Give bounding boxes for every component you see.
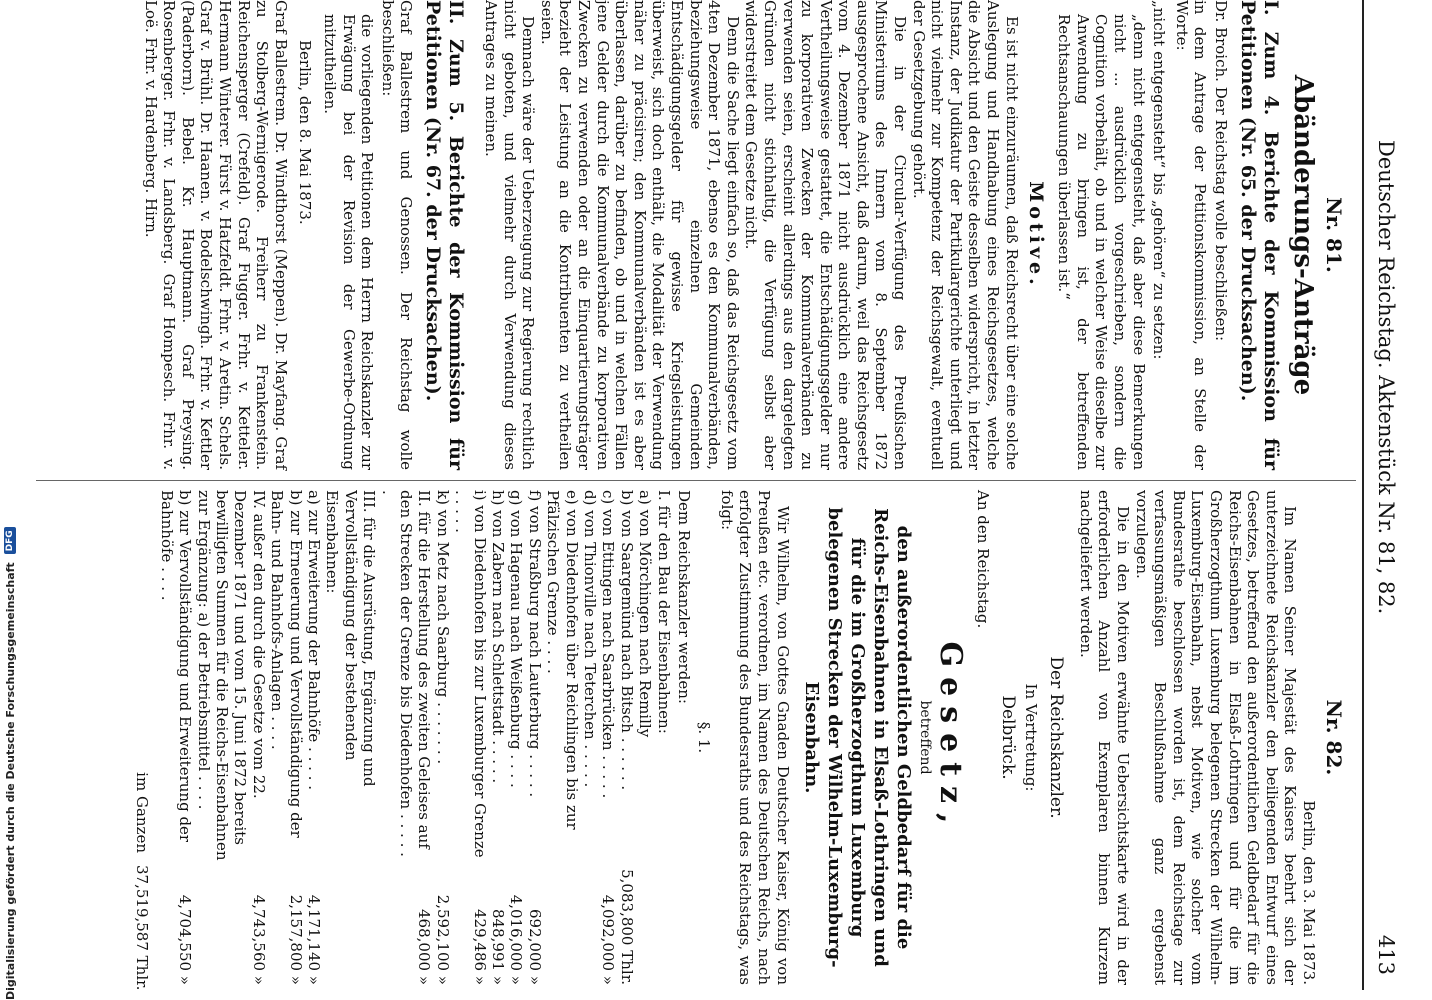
running-header-title: Deutscher Reichstag. Aktenstück Nr. 81, 82. xyxy=(1374,140,1398,615)
page-number: 413 xyxy=(1374,934,1398,975)
appropriation-label: i) von Diedenhofen bis zur Luxemburger Grenze . . . . . xyxy=(452,490,489,858)
appropriation-label: a) zur Erweiterung der Bahnhöfe . . . . . xyxy=(305,490,323,790)
appropriation-amount xyxy=(581,865,599,985)
appropriation-amount: 4,704,550 » xyxy=(176,894,195,985)
quote-1: „nicht entgegensteht“ bis „gehören“ zu setzen: xyxy=(1150,0,1169,360)
appropriation-label: h) von Zabern nach Schlettstadt . . . . . xyxy=(489,490,508,784)
appropriation-amount: 468,000 » xyxy=(415,909,434,985)
appropriation-amount: 2,157,800 » xyxy=(286,894,305,985)
signers-list: Graf Ballestrem. Dr. Windthorst (Meppen). Dr. Mayfang. Graf zu Stolberg-Wernigerode. Freiherr zu Frankenstein. Reichensperger (Crefeld). Graf Fugger. Frhr. v. Ketteler. Hermann Winterer. Fürst v. Hatzfeldt. Frhr. v. Aretin. Schels. Graf v. Brühl. Dr. Haanen. v. Bodelschwingh. Frhr. v. Kettler (Paderborn). Bebel. Kr. Hauptmann. Graf Preysing. Rosenberger. Frhr. v. Landsberg. Graf Hompesch. Frhr. v. Loë. Frhr. v. Hardenberg. Hirn. xyxy=(141,0,290,470)
appropriation-amount: 4,016,000 » xyxy=(507,894,526,985)
paragraph-sign: §. 1. xyxy=(695,721,714,754)
appropriation-row xyxy=(268,490,305,985)
intro-paragraph-2: Die in den Motiven erwähnte Uebersichtskarte wird in der erforderlichen Anzahl von Exemplaren binnen Kurzem nachgeliefert werden. xyxy=(1076,490,1133,985)
section-2-paragraph: die vorliegenden Petitionen dem Herrn Reichskanzler zur Erwägung bei der Revision der Gewerbe-Ordnung mitzutheilen. xyxy=(321,14,377,470)
appropriation-amount: 429,486 » xyxy=(470,909,489,985)
appropriation-amount: 4,743,560 » xyxy=(249,894,268,985)
appropriation-label: e) von Diedenhofen über Reichlingen bis zur Pfälzischen Grenze . . . . xyxy=(544,490,581,830)
appropriation-row xyxy=(433,490,451,985)
appropriation-label: k) von Metz nach Saarburg . . . . . . . xyxy=(433,490,452,765)
addressee: An den Reichstag. xyxy=(974,490,993,629)
place-date-left: Berlin, den 8. Mai 1873. xyxy=(296,40,315,225)
appropriation-label: g) von Hagenau nach Weißenburg . . . . xyxy=(507,490,526,788)
footer-credit xyxy=(2,0,18,1000)
law-title: den außerordentlichen Geldbedarf für die Reichs-Eisenbahnen in Elsaß-Lothringen und für die im Großherzogthum Luxemburg belegenen Strecken der Wilhelm-Luxemburg-Eisenbahn. xyxy=(800,507,914,968)
scanned-page xyxy=(16,0,1416,1000)
appropriation-row xyxy=(599,490,617,985)
appropriation-amount: 848,991 » xyxy=(489,909,508,985)
gesetz-heading: Gesetz, xyxy=(932,641,968,834)
appropriation-amount: 692,000 » xyxy=(525,909,544,985)
doc-number-82: Nr. 82. xyxy=(1322,699,1346,776)
section-1-heading: I. Zum 4. Berichte der Kommission für Petitionen (Nr. 65. der Drucksachen). xyxy=(1237,0,1282,470)
header-rule xyxy=(1362,0,1364,990)
appropriation-row xyxy=(452,490,489,985)
appropriation-amount xyxy=(636,865,654,985)
appropriation-amount: 4,092,000 » xyxy=(599,894,618,985)
intro-paragraph: Im Namen Seiner Majestät des Kaisers beehrt sich der unterzeichnete Reichskanzler den beiliegenden Entwurf eines Gesetzes, betreffend den außerordentlichen Geldbedarf für die Reichs-Eisenbahnen in Elsaß-Lothringen und für die im Großherzogthum Luxemburg belegenen Strecken der Wilhelm-Luxemburg-Eisenbahn, nebst Motiven, wie solcher vom Bundesrathe beschlossen worden ist, dem Reichstage zur verfassungsmäßigen Beschlußnahme ganz ergebenst vorzulegen. xyxy=(1132,490,1300,985)
total-label: im Ganzen xyxy=(133,772,152,853)
delbrueck-signature: Delbrück. xyxy=(998,695,1019,780)
motive-paragraph-1: Es ist nicht einzuräumen, daß Reichsrecht über eine solche Auslegung und Handhabung eines Reichsgesetzes, welche die Absicht und den Geiste desselben widerspricht, in letzter Instanz, der Judikatur der Partikulargerichte unterliegt und nicht vielmehr zur Kompetenz der Reichsgewalt, eventuell der Gesetzgebung gehört. xyxy=(909,0,1021,470)
appropriation-amount: 5,083,800 Thlr. xyxy=(617,869,636,985)
appropriation-label: III. für die Ausrüstung, Ergänzung und Vervollständigung der bestehenden Eisenbahnen: xyxy=(323,490,379,787)
appropriation-label: d) von Thionville nach Teterchen . . . . . xyxy=(581,490,600,788)
appropriation-row xyxy=(323,490,378,985)
motive-heading: Motive. xyxy=(1024,181,1047,289)
appropriation-row xyxy=(489,490,507,985)
appropriation-row xyxy=(507,490,525,985)
reichskanzler: Der Reichskanzler. xyxy=(1046,656,1067,819)
appropriation-label: a) von Mörchingen nach Remilly xyxy=(636,490,655,738)
total-row xyxy=(133,490,152,991)
quote-2: „denn nicht entgegensteht, daß aber diese Bemerkungen nicht ... ausdrücklich vorgeschrieben, sondern die Cognition vorbehält, ob und in welcher Weise dieselbe zur Anwendung zu bringen ist, der betreffenden Rechtsanschauungen überlassen ist.“ xyxy=(1055,14,1148,470)
appropriation-amount: 4,171,140 » xyxy=(305,894,323,985)
appropriation-label: II. für die Herstellung des zweiten Geleises auf den Strecken der Grenze bis Diedenhofen . . . . . . xyxy=(378,490,434,857)
appropriation-amount xyxy=(654,865,672,985)
doc-number-81: Nr. 81. xyxy=(1322,197,1346,273)
doc-title-antraege: Abänderungs-Anträge xyxy=(1288,74,1318,396)
appropriation-amount xyxy=(544,865,581,985)
appropriation-row xyxy=(194,490,268,985)
proposer-ballestrem: Graf Ballestrem und Genossen. Der Reichstag wolle beschließen: xyxy=(378,0,416,470)
column-divider xyxy=(36,480,1356,481)
preamble: Wir Wilhelm, von Gottes Gnaden Deutscher Kaiser, König von Preußen etc. verordnen, im Namen des Deutschen Reichs, nach erfolgter Zustimmung des Bundesraths und des Reichstags, was folgt: xyxy=(717,490,792,985)
betreffend: betreffend xyxy=(916,700,933,775)
appropriation-label: f) von Straßburg nach Lauterburg . . . . . xyxy=(525,490,544,798)
appropriation-row xyxy=(157,490,194,985)
in-vertretung: In Vertretung: xyxy=(1022,683,1041,792)
appropriation-row xyxy=(654,490,672,985)
total-amount: 37,519,587 Thlr. xyxy=(133,865,152,991)
motive-paragraph-3: Denn die Sache liegt einfach so, daß das Reichsgesetz vom 4ten Dezember 1871, ebenso es den Kommunalverbänden, beziehungsweise einzelnen Gemeinden Entschädigungsgelder für gewisse Kriegsleistungen überweist, sich doch enthält, die Modalität der Verwendung näher zu präcisiren; den Kommunalverbänden ist es aber überlassen, darüber zu befinden, ob und in welchen Fällen jene Gelder durch die Kommunalverbände zu korporativen Zwecken zu verwenden oder an die Einquartierungsträger bezieht der Leistung an die Kontribuenten zu vertheilen seien. xyxy=(537,0,742,470)
proposer-broich: Dr. Broich. Der Reichstag wolle beschließen: xyxy=(1212,0,1230,342)
appropriation-row xyxy=(618,490,636,985)
dfg-credit-text: Digitalisierung gefördert durch die Deutsche Forschungsgemeinschaft xyxy=(3,562,17,1000)
appropriation-row xyxy=(525,490,543,985)
appropriation-row xyxy=(544,490,581,985)
lead-line: Dem Reichskanzler werden: xyxy=(675,490,694,704)
section-2-heading: II. Zum 5. Berichte der Kommission für Petitionen (Nr. 67. der Drucksachen). xyxy=(422,0,468,470)
motive-paragraph-2: Die in der Circular-Verfügung des Preußischen Ministeriums des Innern vom 8. September 1872 ausgesprochene Ansicht, daß darum, weil das Reichsgesetz vom 4. Dezember 1871 nicht ausdrücklich eine andere Vertheilungsweise gestattet, die Entschädigungsgelder nur zu korporativen Zwecken der Kommunalverbänden zu verwenden seien, erscheint allerdings aus den dargelegten Gründen nicht stichhaltig, die Verfügung selbst aber widerstreitet dem Gesetze nicht. xyxy=(742,0,910,470)
appropriation-label: b) von Saargemünd nach Bitsch . . . . . . xyxy=(617,490,636,791)
motive-paragraph-4: Demnach wäre der Ueberzeugung zur Regierung rechtlich nicht geboten, und vielmehr durch Verwendung dieses Antrages zu meinen. xyxy=(482,0,538,470)
appropriation-amount: 2,592,100 » xyxy=(433,894,452,985)
appropriation-label: I. für den Bau der Eisenbahnen: xyxy=(654,490,673,734)
appropriation-label: b) zur Erneuerung und Vervollständigung der Bahn- und Bahnhofs-Anlagen . . . . xyxy=(268,490,305,838)
appropriation-row xyxy=(305,490,323,985)
paragraph-1: in dem Antrage der Petitionskommission, an Stelle der Worte: xyxy=(1172,0,1210,470)
appropriation-list xyxy=(157,490,672,985)
appropriation-amount xyxy=(323,865,378,985)
appropriation-label: b) zur Vervollständigung und Erweiterung der Bahnhöfe . . . . xyxy=(157,490,195,843)
right-column xyxy=(24,490,1354,991)
appropriation-row xyxy=(581,490,599,985)
place-date-right: Berlin, den 3. Mai 1873. xyxy=(1300,800,1318,985)
appropriation-row xyxy=(636,490,654,985)
dfg-logo: DFG xyxy=(4,527,16,554)
appropriation-label: IV. außer den durch die Gesetze vom 22. Dezember 1871 und vom 15. Juni 1872 bereits bewilligten Summen für die Reichs-Eisenbahnen zur Ergänzung: a) der Betriebsmittel . . . . xyxy=(194,490,268,861)
left-column xyxy=(24,0,1354,470)
appropriation-label: c) von Ettingen nach Saarbrücken . . . . . xyxy=(599,490,618,799)
appropriation-row xyxy=(378,490,433,985)
